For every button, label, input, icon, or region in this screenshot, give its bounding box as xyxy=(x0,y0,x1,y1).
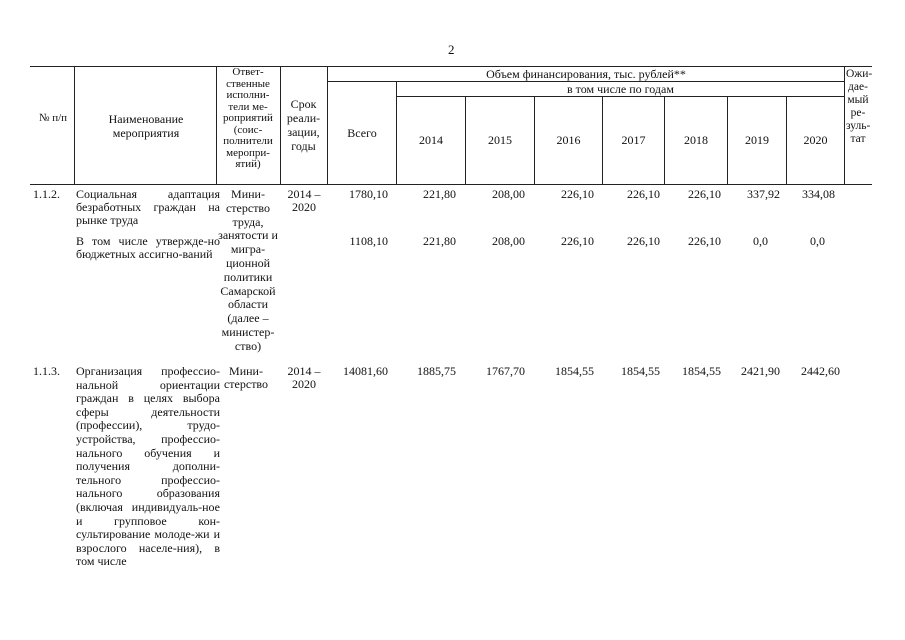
row-value-2019: 2421,90 xyxy=(741,364,780,378)
row-responsible: Мини-стерство труда, занятости и мигра-ционной политики Самарской области (далее – министер-ство) xyxy=(218,187,278,353)
header-year-2016: 2016 xyxy=(556,133,581,147)
row-total: 1780,10 xyxy=(349,187,388,201)
row-value-2017: 1854,55 xyxy=(621,364,660,378)
header-year-2020: 2020 xyxy=(803,133,828,147)
row-value-2019: 0,0 xyxy=(753,234,768,248)
row-name: Социальная адаптация безработных граждан на рынке труда xyxy=(76,187,220,227)
row-number: 1.1.2. xyxy=(33,187,60,201)
row-value-2018: 226,10 xyxy=(688,187,721,201)
row-name: Организация профессио-нальной ориентации граждан в целях выбора сферы деятельности (профессии), трудо-устройства, профессио-нального обучения и получения дополни-тельного профессио-нального образования (включая индивидуаль-ное и групповое кон-сультирование молоде-жи и взрослого населе-ния), в том числе xyxy=(76,364,220,569)
header-year-2017: 2017 xyxy=(621,133,646,147)
page-number: 2 xyxy=(448,42,455,57)
header-year-2014: 2014 xyxy=(419,133,443,147)
row-value-2014: 221,80 xyxy=(423,187,456,201)
row-value-2015: 1767,70 xyxy=(486,364,525,378)
row-value-2019: 337,92 xyxy=(747,187,780,201)
row-value-2017: 226,10 xyxy=(627,187,660,201)
row-value-2018: 226,10 xyxy=(688,234,721,248)
row-term: 2014 – 2020 xyxy=(287,364,321,391)
row-value-2018: 1854,55 xyxy=(682,364,721,378)
header-term: Срок реали-зации, годы xyxy=(286,97,321,153)
row-value-2016: 226,10 xyxy=(561,234,594,248)
header-number: № п/п xyxy=(38,112,68,124)
header-year-2019: 2019 xyxy=(745,133,769,147)
row-total: 1108,10 xyxy=(349,234,388,248)
header-name: Наименование мероприятия xyxy=(108,112,184,140)
header-total: Всего xyxy=(347,126,377,140)
row-value-2020: 334,08 xyxy=(802,187,835,201)
header-financing: Объем финансирования, тыс. рублей** xyxy=(486,67,686,81)
row-total: 14081,60 xyxy=(343,364,388,378)
row-value-2015: 208,00 xyxy=(492,187,525,201)
header-year-2015: 2015 xyxy=(488,133,512,147)
row-value-2017: 226,10 xyxy=(627,234,660,248)
row-name: В том числе утвержде-но бюджетных ассигно-ваний xyxy=(76,234,220,261)
row-value-2020: 0,0 xyxy=(810,234,825,248)
row-responsible: Мини-стерство xyxy=(223,364,269,391)
row-number: 1.1.3. xyxy=(33,364,60,378)
row-term: 2014 – 2020 xyxy=(287,187,321,214)
row-value-2014: 221,80 xyxy=(423,234,456,248)
header-by-years: в том числе по годам xyxy=(567,82,674,96)
header-result: Ожи-дае-мый ре-зуль-тат xyxy=(846,68,873,145)
header-responsible: Ответ-ственные исполни-тели ме-роприятий (соис-полнители меропри-ятий) xyxy=(223,66,273,170)
row-value-2020: 2442,60 xyxy=(801,364,840,378)
row-value-2015: 208,00 xyxy=(492,234,525,248)
row-value-2016: 226,10 xyxy=(561,187,594,201)
row-value-2016: 1854,55 xyxy=(555,364,594,378)
row-value-2014: 1885,75 xyxy=(417,364,456,378)
header-year-2018: 2018 xyxy=(684,133,708,147)
